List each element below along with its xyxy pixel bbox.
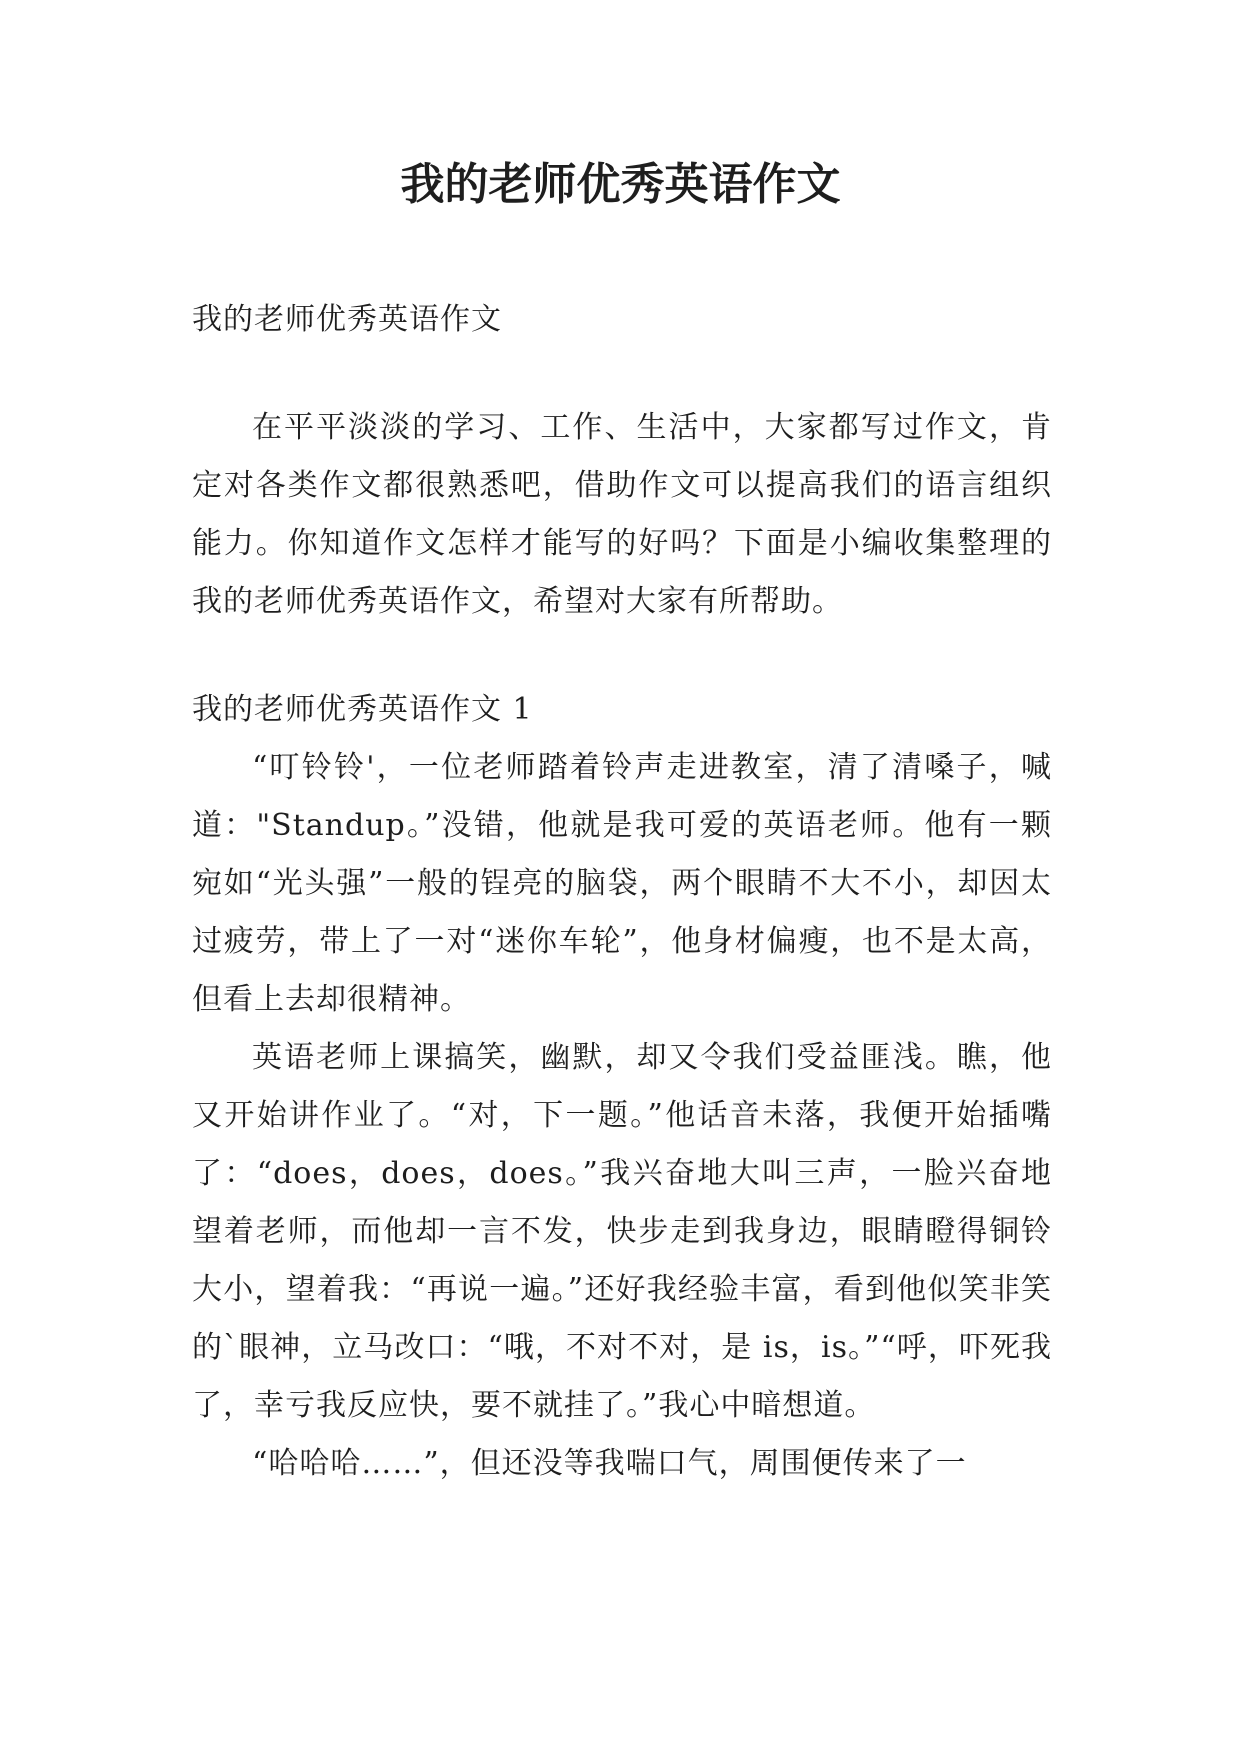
- document-title: 我的老师优秀英语作文: [400, 159, 841, 210]
- spacer: [192, 349, 1052, 399]
- section-heading: 我的老师优秀英语作文 1: [192, 692, 533, 727]
- document-subtitle: 我的老师优秀英语作文: [192, 302, 502, 337]
- intro-paragraph: 在平平淡淡的学习、工作、生活中，大家都写过作文，肯定对各类作文都很熟悉吧，借助作文可以提高我们的语言组织能力。你知道作文怎样才能写的好吗？下面是小编收集整理的我的老师优秀英语作文，希望对大家有所帮助。: [192, 410, 1052, 619]
- body-paragraph: “叮铃铃'，一位老师踏着铃声走进教室，清了清嗓子，喊道："Standup。”没错，他就是我可爱的英语老师。他有一颗宛如“光头强”一般的锃亮的脑袋，两个眼睛不大不小，却因太过疲劳，带上了一对“迷你车轮”，他身材偏瘦，也不是太高，但看上去却很精神。: [192, 750, 1052, 1017]
- spacer: [192, 631, 1052, 681]
- body-paragraph: “哈哈哈……”，但还没等我喘口气，周围便传来了一: [252, 1446, 967, 1481]
- document-body: [192, 291, 1052, 1493]
- body-paragraph: 英语老师上课搞笑，幽默，却又令我们受益匪浅。瞧，他又开始讲作业了。“对，下一题。”他话音未落，我便开始插嘴了：“does，does，does。”我兴奋地大叫三声，一脸兴奋地望着老师，而他却一言不发，快步走到我身边，眼睛瞪得铜铃大小，望着我：“再说一遍。”还好我经验丰富，看到他似笑非笑的`眼神，立马改口：“哦，不对不对，是 is，is。”“呼，吓死我了，幸亏我反应快，要不就挂了。”我心中暗想道。: [192, 1040, 1052, 1423]
